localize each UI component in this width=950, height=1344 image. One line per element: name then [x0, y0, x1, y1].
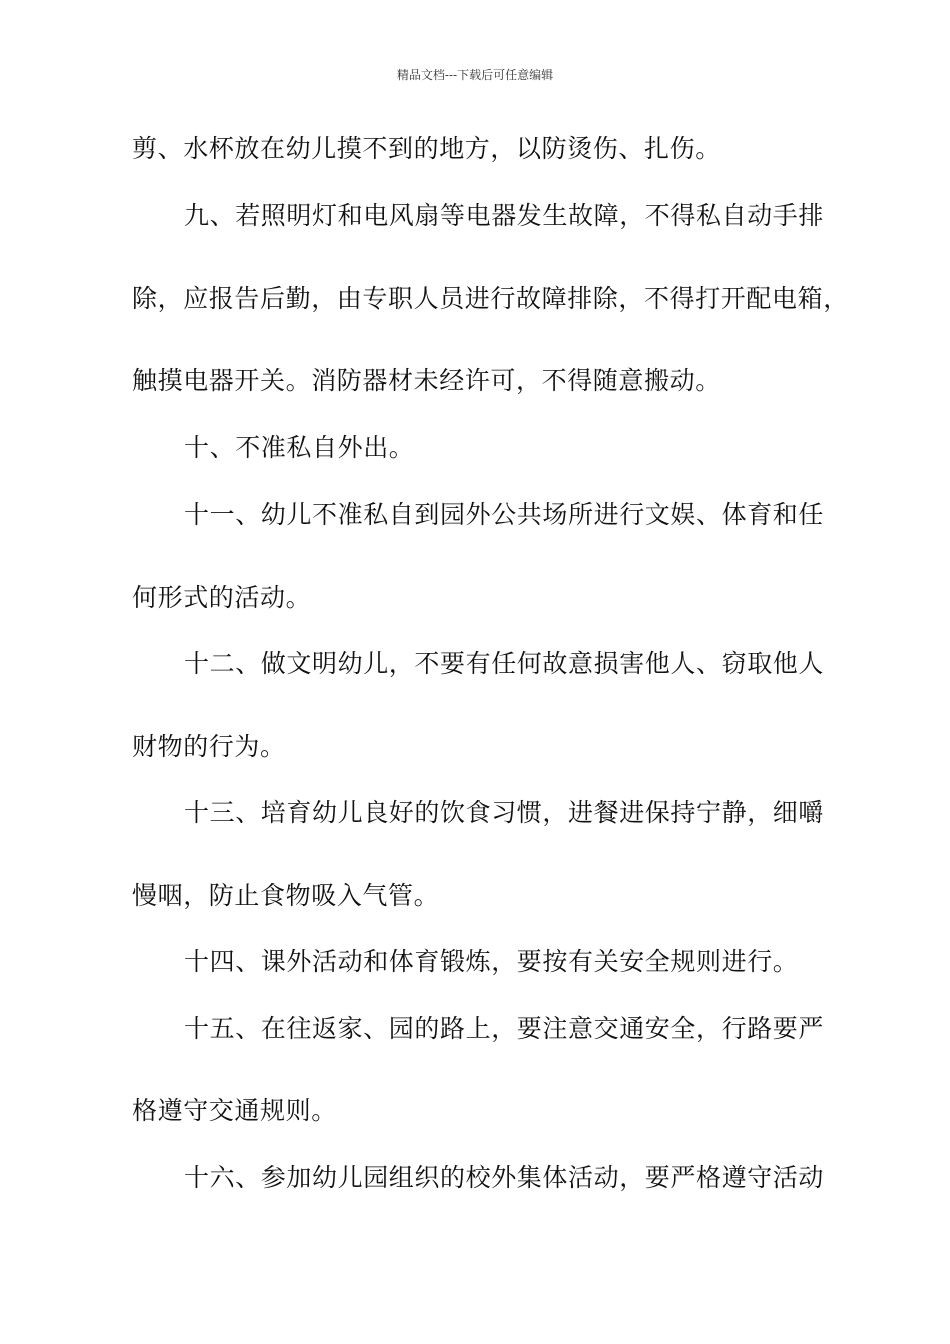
text-line: 除，应报告后勤，由专职人员进行故障排除，不得打开配电箱，	[132, 284, 849, 313]
text-line: 十五、在往返家、园的路上，要注意交通安全，行路要严	[184, 1014, 825, 1043]
text-line: 剪、水杯放在幼儿摸不到的地方，以防烫伤、扎伤。	[132, 134, 721, 163]
text-line: 格遵守交通规则。	[132, 1096, 337, 1125]
text-line: 十四、课外活动和体育锻炼，要按有关安全规则进行。	[184, 947, 799, 976]
text-line: 十一、幼儿不准私自到园外公共场所进行文娱、体育和任	[184, 500, 825, 529]
text-line: 触摸电器开关。消防器材未经许可，不得随意搬动。	[132, 366, 721, 395]
text-line: 十三、培育幼儿良好的饮食习惯，进餐进保持宁静，细嚼	[184, 798, 825, 827]
text-line: 慢咽，防止食物吸入气管。	[132, 881, 440, 910]
text-line: 何形式的活动。	[132, 583, 312, 612]
text-line: 财物的行为。	[132, 732, 286, 761]
page-header: 精品文档---下载后可任意编辑	[396, 68, 554, 82]
text-line: 十、不准私自外出。	[184, 433, 415, 462]
text-line: 九、若照明灯和电风扇等电器发生故障，不得私自动手排	[184, 201, 825, 230]
text-line: 十六、参加幼儿园组织的校外集体活动，要严格遵守活动	[184, 1163, 825, 1192]
text-line: 十二、做文明幼儿，不要有任何故意损害他人、窃取他人	[184, 649, 825, 678]
